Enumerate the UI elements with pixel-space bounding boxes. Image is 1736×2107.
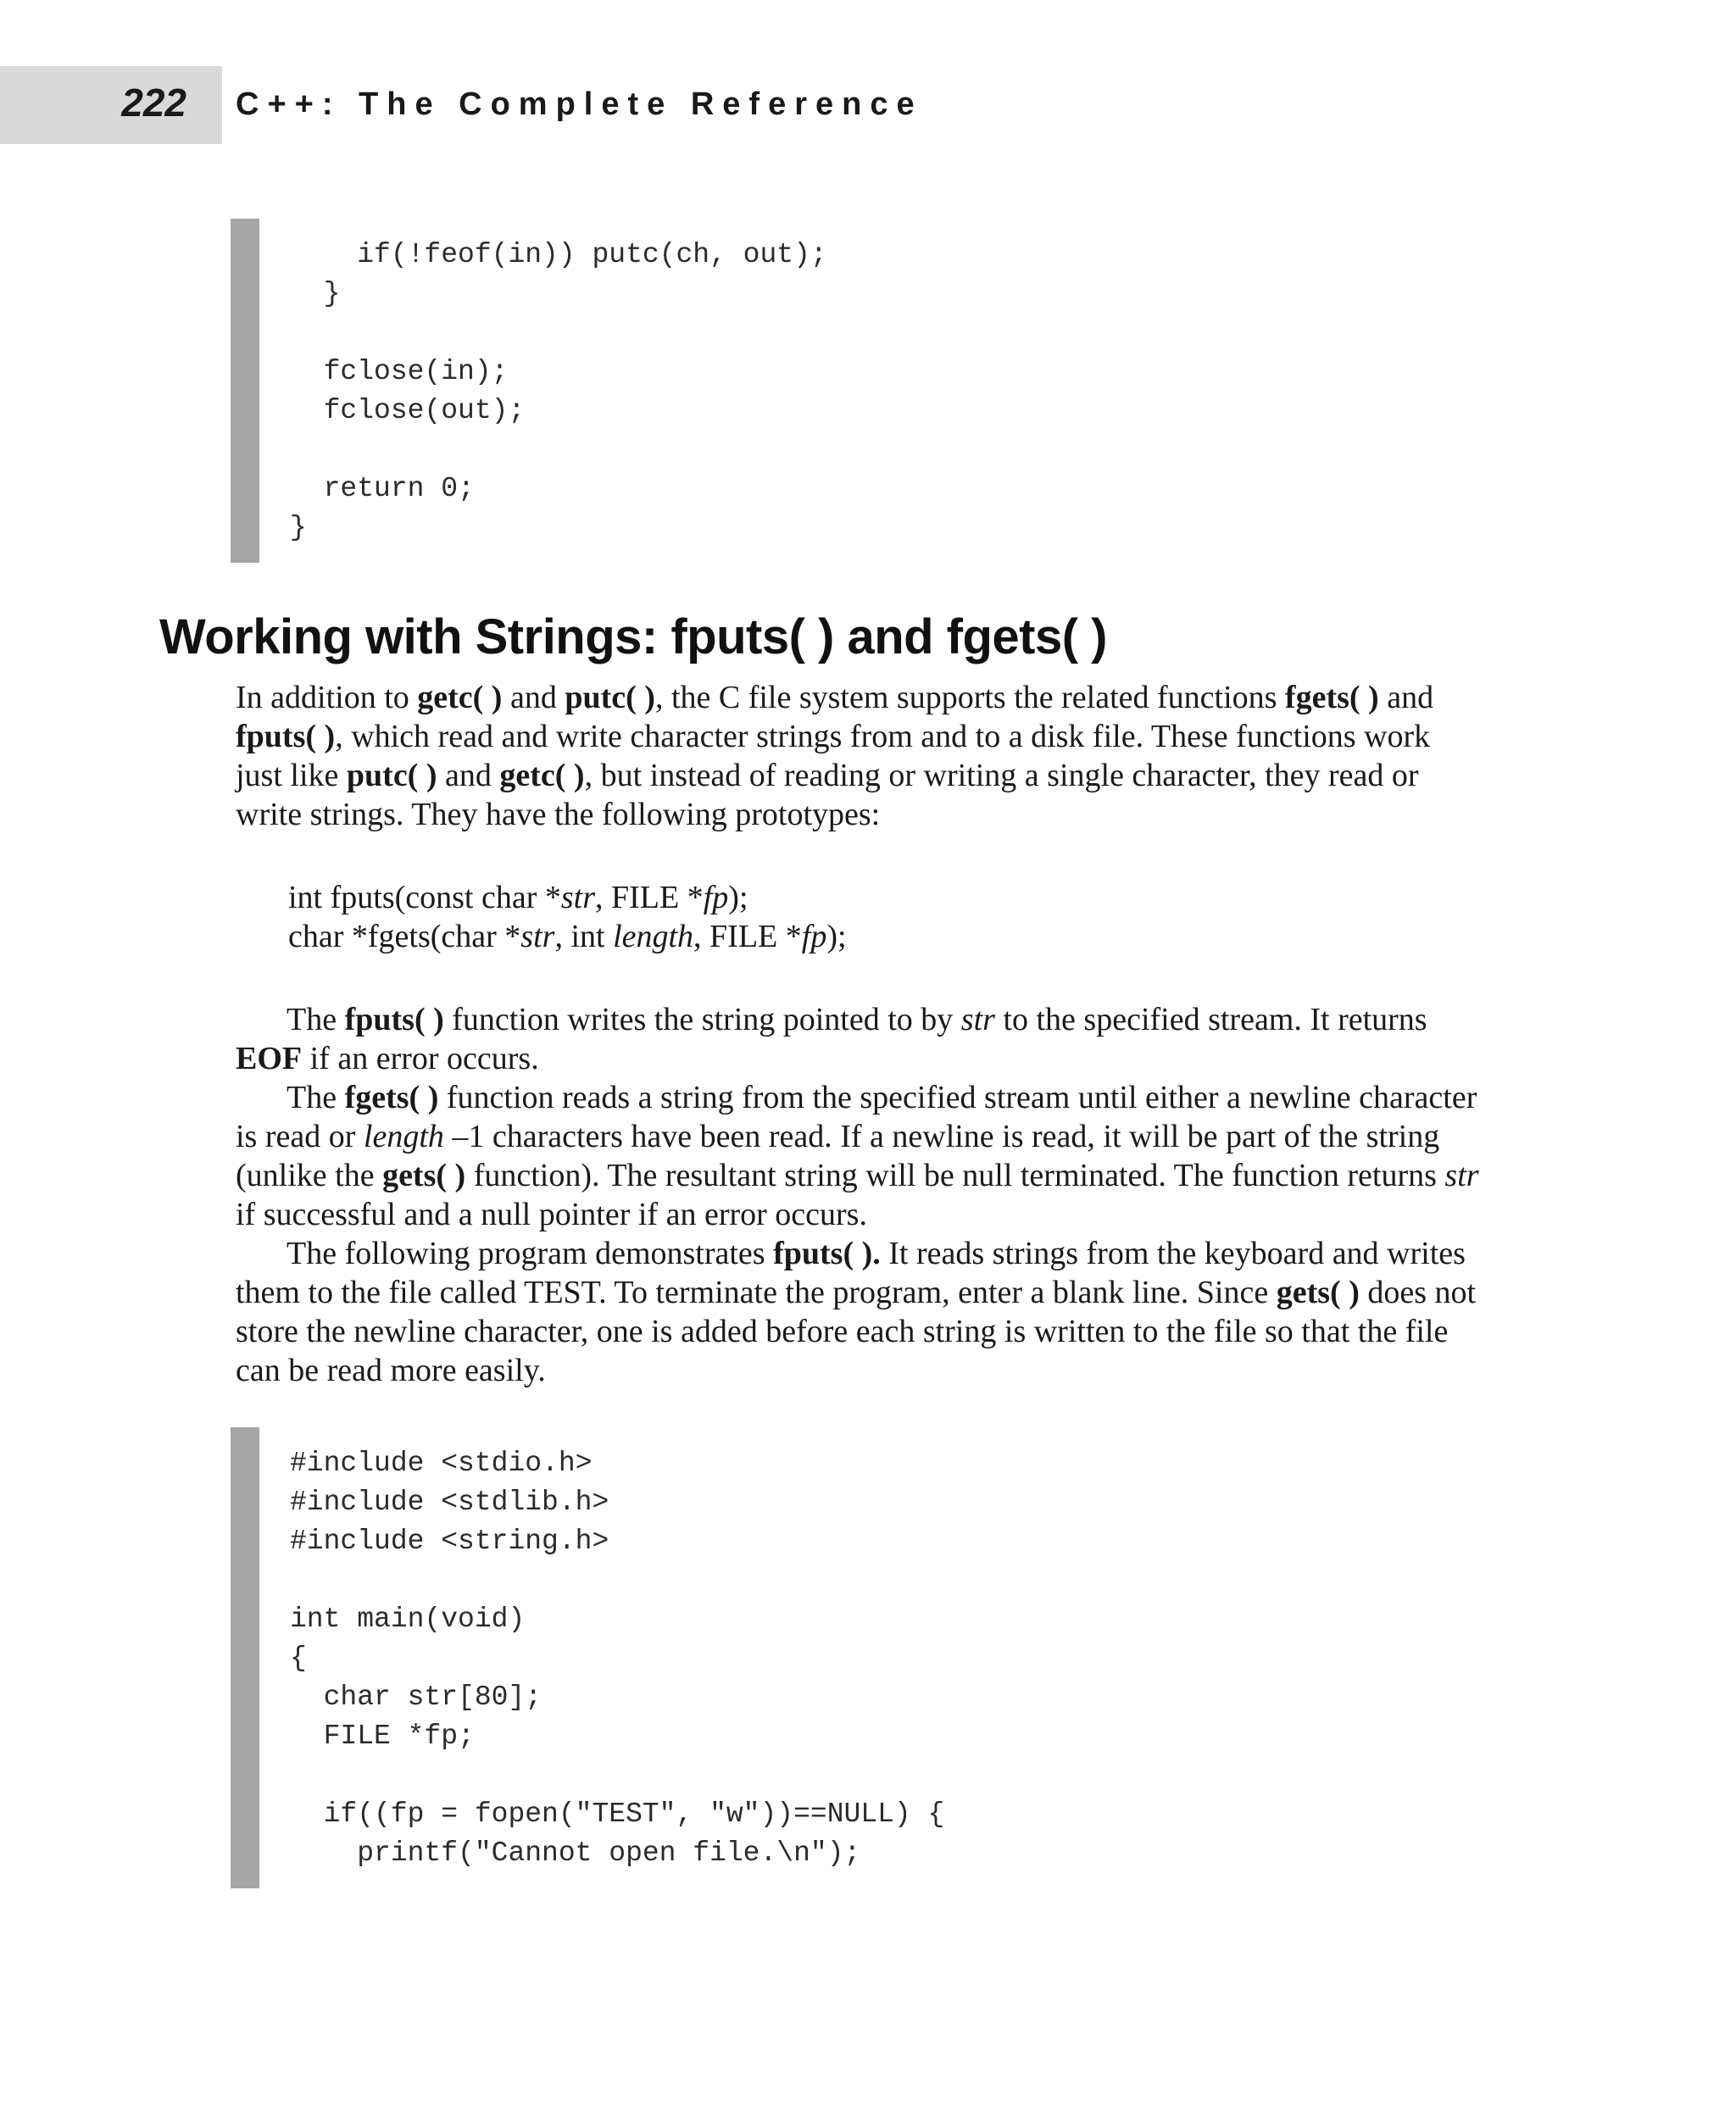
code-listing-top: if(!feof(in)) putc(ch, out); } fclose(in); fclose(out); return 0; }: [290, 239, 827, 543]
code-margin-bar: [231, 219, 259, 563]
page-number-box: [0, 66, 222, 144]
body-paragraphs: [236, 1000, 1482, 1390]
running-head: C++: The Complete Reference: [236, 86, 923, 122]
paragraph-fgets: The fgets( ) function reads a string from the specified stream until either a newline character is read or length –1 characters have been read. If a newline is read, it will be part of the string (unlike the gets( ) function). The resultant string will be null terminated. The function returns str if successful and a null pointer if an error occurs.: [236, 1080, 1479, 1232]
code-block-bottom: [231, 1427, 1078, 1888]
prototype-fgets: char *fgets(char *str, int length, FILE *fp);: [288, 919, 847, 954]
paragraph-program-intro: The following program demonstrates fputs( ). It reads strings from the keyboard and writes them to the file called TEST. To terminate the program, enter a blank line. Since gets( ) does not store the newline character, one is added before each string is written to the file so that the file can be read more easily.: [236, 1236, 1477, 1388]
page-number: 222: [121, 81, 186, 125]
paragraph-intro: In addition to getc( ) and putc( ), the C file system supports the related functions fgets( ) and fputs( ), which read and write character strings from and to a disk file. These functions work just like putc( ) and getc( ), but instead of reading or writing a single character, they read or write strings. They have the following prototypes:: [236, 680, 1434, 832]
section-heading: Working with Strings: fputs( ) and fgets( ): [159, 609, 1107, 664]
code-block-top: [231, 219, 993, 563]
paragraph-fputs: The fputs( ) function writes the string pointed to by str to the specified stream. It returns EOF if an error occurs.: [236, 1002, 1427, 1076]
code-listing-bottom: #include <stdio.h> #include <stdlib.h> #include <string.h> int main(void) { char str[80]; FILE *fp; if((fp = fopen("TEST", "w"))==NULL) { printf("Cannot open file.\n");: [290, 1448, 945, 1869]
code-margin-bar: [231, 1427, 259, 1888]
prototype-fputs: int fputs(const char *str, FILE *fp);: [288, 880, 748, 915]
